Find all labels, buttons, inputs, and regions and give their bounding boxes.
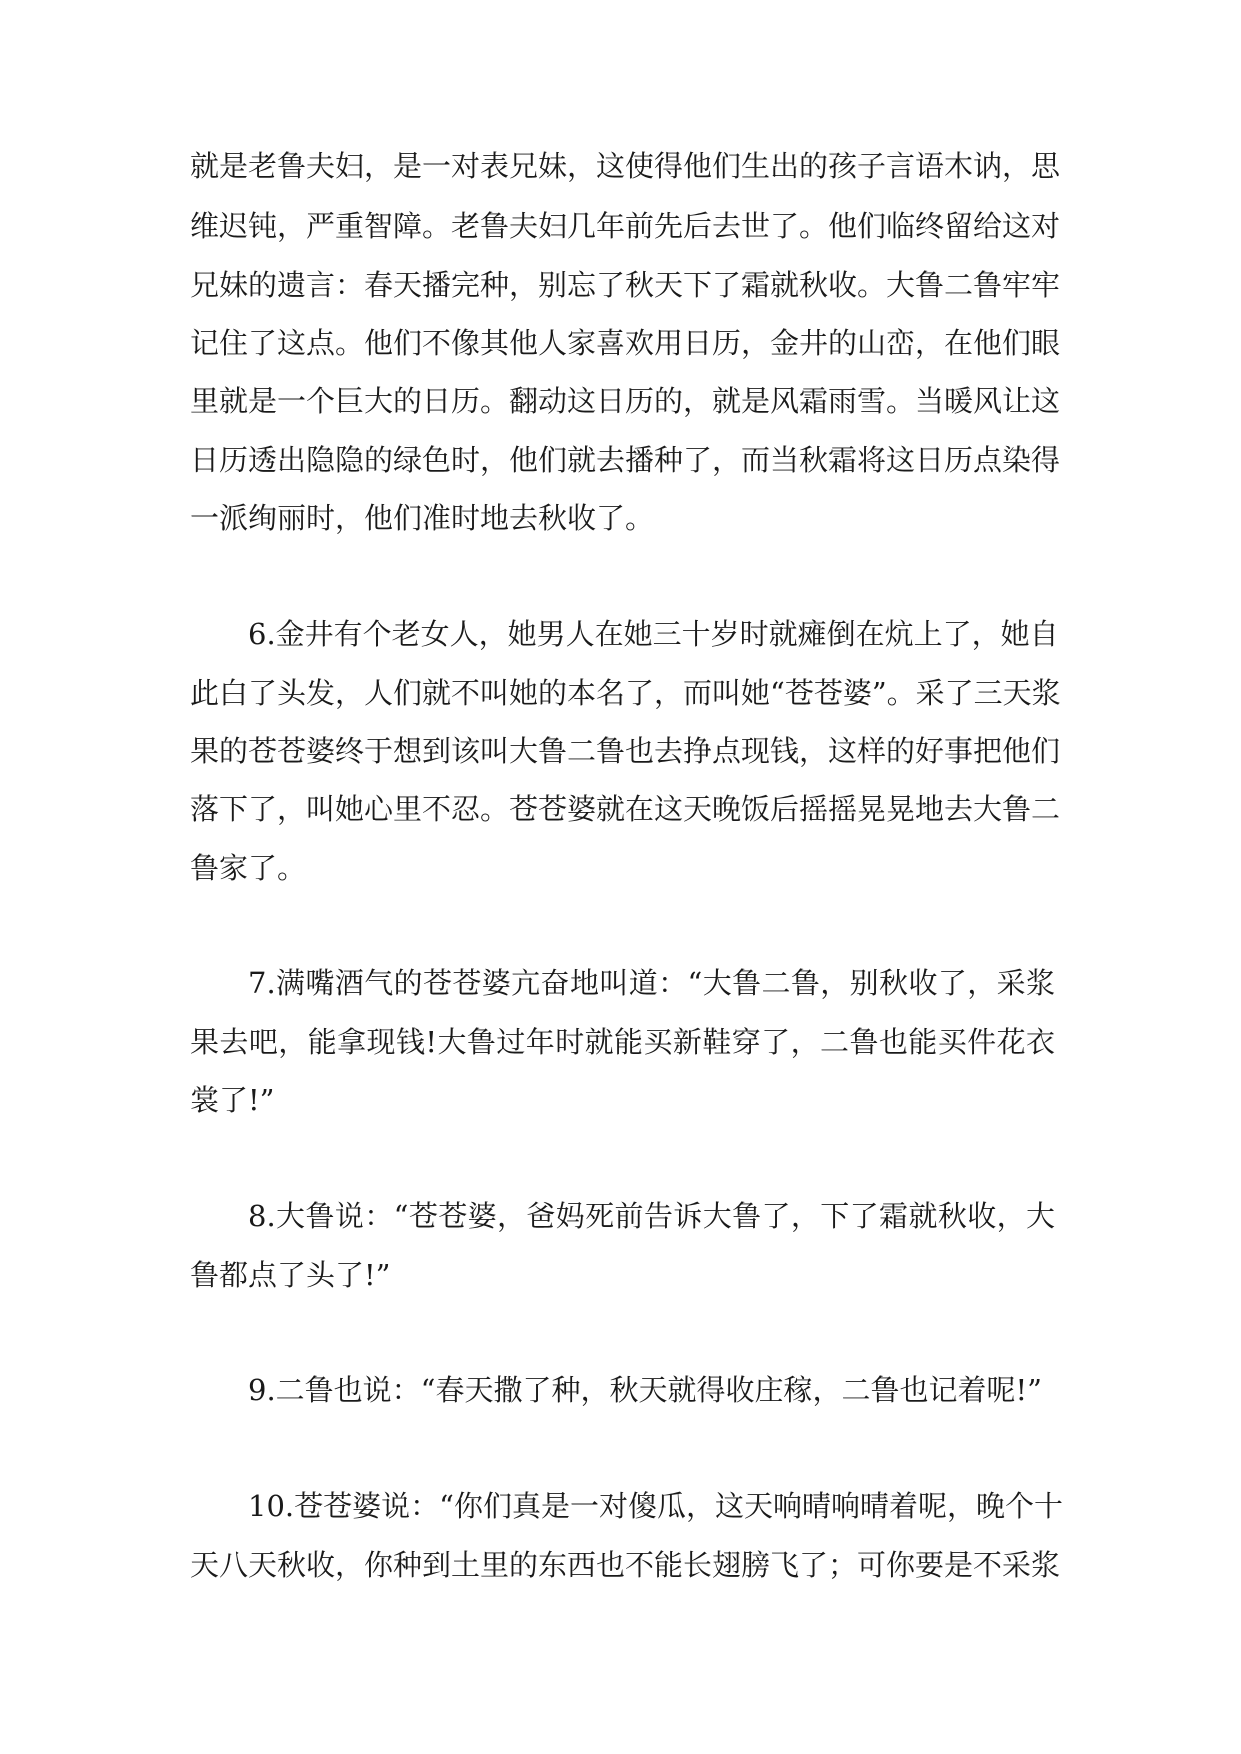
text-line: 鲁家了。 — [190, 851, 307, 885]
text-line: 此白了头发，人们就不叫她的本名了，而叫她“苍苍婆”。采了三天浆 — [190, 676, 1061, 710]
text-line: 7.满嘴酒气的苍苍婆亢奋地叫道：“大鲁二鲁，别秋收了，采浆 — [248, 966, 1055, 1000]
text-line: 果去吧，能拿现钱!大鲁过年时就能买新鞋穿了，二鲁也能买件花衣 — [190, 1025, 1055, 1059]
text-line: 6.金井有个老女人，她男人在她三十岁时就瘫倒在炕上了，她自 — [248, 617, 1059, 651]
text-line: 8.大鲁说：“苍苍婆，爸妈死前告诉大鲁了，下了霜就秋收，大 — [248, 1199, 1055, 1233]
text-line: 兄妹的遗言：春天播完种，别忘了秋天下了霜就秋收。大鲁二鲁牢牢 — [190, 268, 1061, 302]
text-line: 10.苍苍婆说：“你们真是一对傻瓜，这天响晴响晴着呢，晚个十 — [248, 1489, 1063, 1523]
text-line: 日历透出隐隐的绿色时，他们就去播种了，而当秋霜将这日历点染得 — [190, 443, 1061, 477]
text-line: 记住了这点。他们不像其他人家喜欢用日历，金井的山峦，在他们眼 — [190, 326, 1061, 360]
text-line: 9.二鲁也说：“春天撒了种，秋天就得收庄稼，二鲁也记着呢!” — [248, 1373, 1042, 1407]
text-line: 天八天秋收，你种到土里的东西也不能长翅膀飞了；可你要是不采浆 — [190, 1548, 1061, 1582]
text-line: 鲁都点了头了!” — [190, 1258, 391, 1292]
text-line: 就是老鲁夫妇，是一对表兄妹，这使得他们生出的孩子言语木讷，思 — [190, 149, 1061, 183]
text-line: 一派绚丽时，他们准时地去秋收了。 — [190, 501, 655, 535]
text-line: 里就是一个巨大的日历。翻动这日历的，就是风霜雨雪。当暖风让这 — [190, 384, 1061, 418]
text-line: 裳了!” — [190, 1083, 275, 1117]
text-line: 落下了，叫她心里不忍。苍苍婆就在这天晚饭后摇摇晃晃地去大鲁二 — [190, 792, 1061, 826]
text-line: 果的苍苍婆终于想到该叫大鲁二鲁也去挣点现钱，这样的好事把他们 — [190, 734, 1061, 768]
text-line: 维迟钝，严重智障。老鲁夫妇几年前先后去世了。他们临终留给这对 — [190, 209, 1061, 243]
